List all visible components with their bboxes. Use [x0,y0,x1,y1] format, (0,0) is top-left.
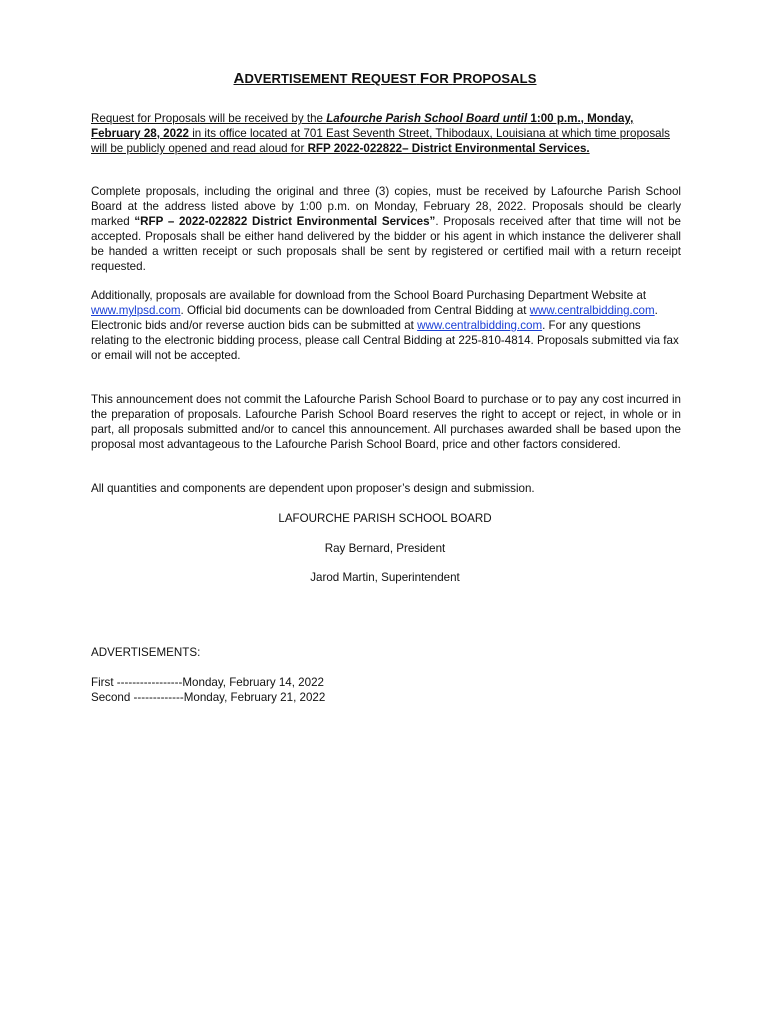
signature-org: LAFOURCHE PARISH SCHOOL BOARD [278,512,492,525]
advertisements-heading: ADVERTISEMENTS: [91,646,201,659]
download-paragraph: Additionally, proposals are available for download from the School Board Purchasing Department Website at www.mylpsd.com. Official bid documents can be downloaded from Central Bidding at www.centralbidding.com. Electronic bids and/or reverse auction bids can be submitted at www.centralbidding.com. For any questions relating to the electronic bidding process, please call Central Bidding at 225-810-4814. Proposals submitted via fax or email will not be accepted. [91,289,679,362]
page-title: ADVERTISEMENT REQUEST FOR PROPOSALS [233,70,537,87]
centralbidding-link-2[interactable]: www.centralbidding.com [417,319,543,332]
advertisement-second: Second -------------Monday, February 21, 2022 [91,691,326,704]
intro-paragraph: Request for Proposals will be received by the Lafourche Parish School Board until 1:00 p.m., Monday, February 28, 2022 in its office located at 701 East Seventh Street, Thibodaux, Louisiana at which time proposals will be publicly opened and read aloud for RFP 2022-022822– District Environmental Services. [91,112,670,155]
advertisement-first: First -----------------Monday, February 14, 2022 [91,676,324,689]
mylpsd-link[interactable]: www.mylpsd.com [91,304,181,317]
quantities-paragraph: All quantities and components are dependent upon proposer’s design and submission. [91,482,535,495]
centralbidding-link-1[interactable]: www.centralbidding.com [529,304,655,317]
signature-president: Ray Bernard, President [324,542,446,555]
signature-superintendent: Jarod Martin, Superintendent [310,571,460,584]
submission-paragraph: Complete proposals, including the original and three (3) copies, must be received by Lafourche Parish School Board at the address listed above by 1:00 p.m. on Monday, February 28, 2022. Proposals should be clearly marked “RFP – 2022-022822 District Environmental Services”. Proposals received after that time will not be accepted. Proposals shall be either hand delivered by the bidder or his agent in which instance the deliverer shall be handed a written receipt or such proposals shall be sent by registered or certified mail with a return receipt requested. [91,185,681,273]
disclaimer-paragraph: This announcement does not commit the Lafourche Parish School Board to purchase or to pay any cost incurred in the preparation of proposals. Lafourche Parish School Board reserves the right to accept or reject, in whole or in part, all proposals submitted and/or to cancel this announcement. All purchases awarded shall be based upon the proposal most advantageous to the Lafourche Parish School Board, price and other factors considered. [91,393,681,451]
